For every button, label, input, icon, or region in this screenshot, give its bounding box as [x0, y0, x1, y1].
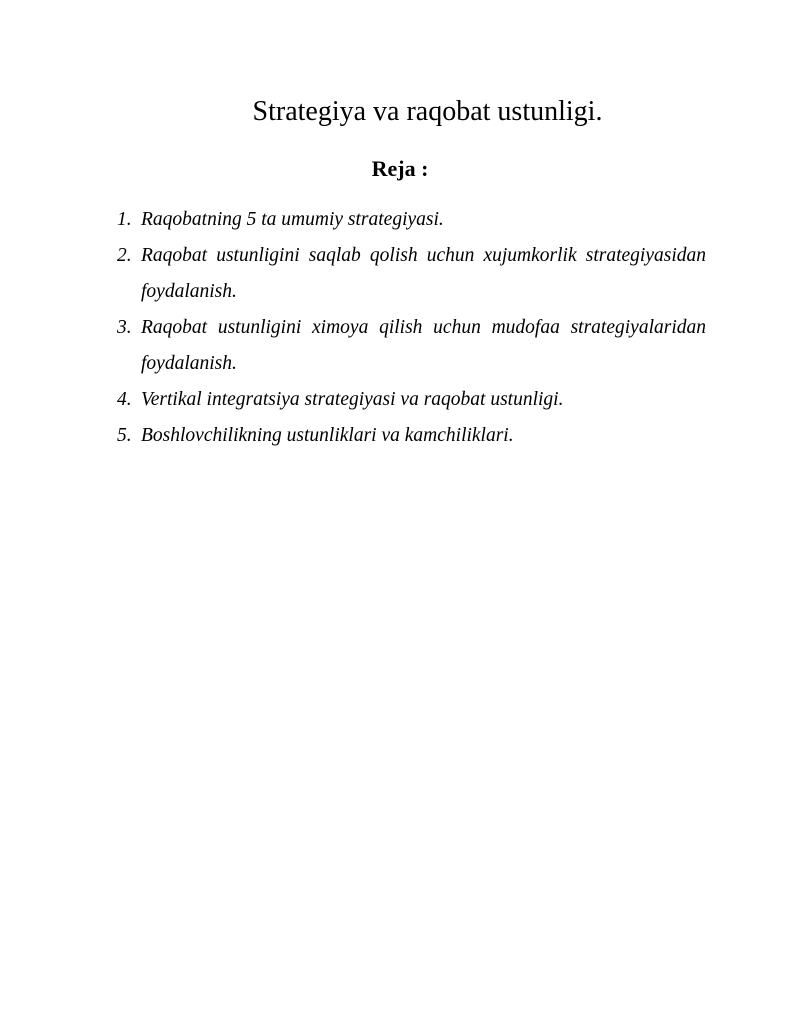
list-item-number: 4.: [117, 389, 132, 410]
list-item: [110, 418, 706, 454]
list-item-text: Boshlovchilikning ustunliklari va kamchiliklari.: [141, 425, 514, 446]
list-item-number: 2.: [117, 245, 132, 266]
list-item-number: 3.: [117, 317, 132, 338]
list-item: [110, 382, 706, 418]
list-item: [110, 310, 706, 382]
list-item: [110, 202, 706, 238]
document-title: Strategiya va raqobat ustunligi.: [252, 96, 603, 127]
list-item-text: Raqobatning 5 ta umumiy strategiyasi.: [141, 209, 444, 230]
list-item-text: Raqobat ustunligini saqlab qolish uchun xujumkorlik strategiyasidan foydalanish.: [141, 245, 706, 302]
list-item: [110, 238, 706, 310]
list-item-text: Vertikal integratsiya strategiyasi va raqobat ustunligi.: [141, 389, 564, 410]
list-item-text: Raqobat ustunligini ximoya qilish uchun mudofaa strategiyalaridan foydalanish.: [141, 317, 706, 374]
list-item-number: 5.: [117, 425, 132, 446]
plan-list: [110, 202, 706, 454]
list-item-number: 1.: [117, 209, 132, 230]
plan-heading: Reja :: [371, 156, 429, 181]
